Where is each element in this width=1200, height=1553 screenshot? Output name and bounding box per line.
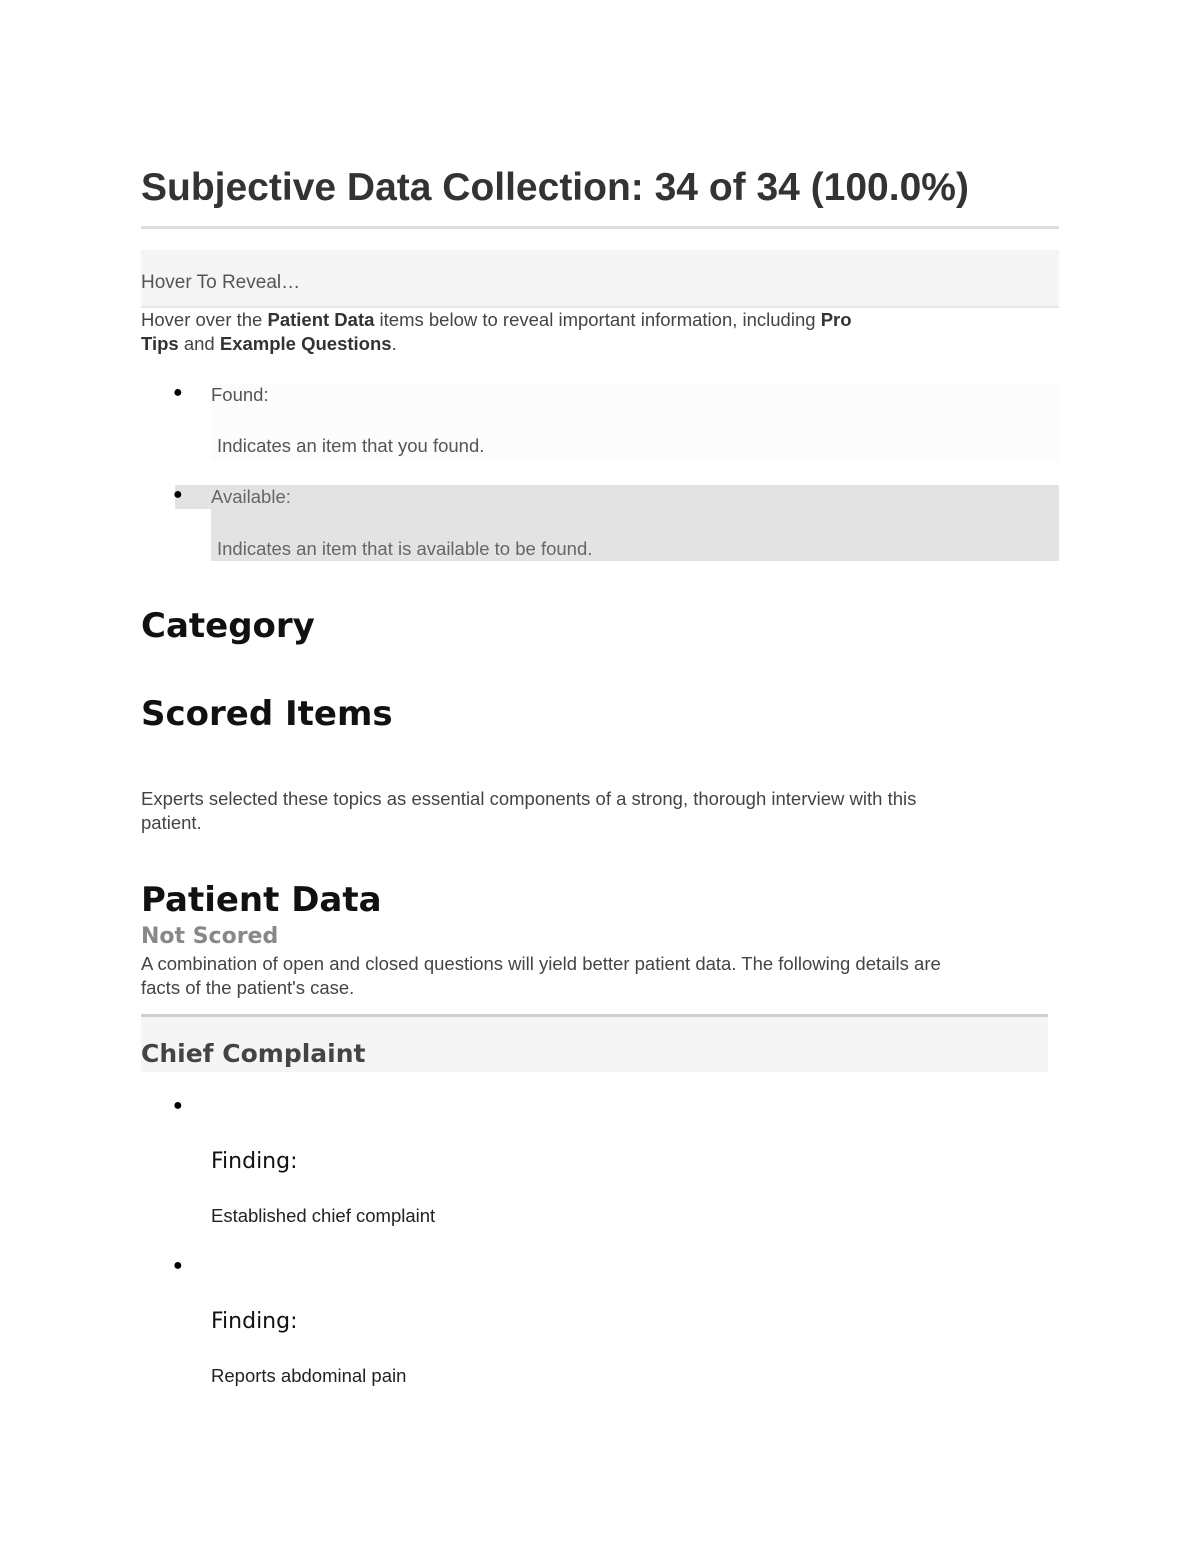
bold-text: Patient Data xyxy=(267,309,375,330)
finding-value[interactable]: Established chief complaint xyxy=(211,1205,436,1226)
hover-heading: Hover To Reveal… xyxy=(141,272,301,293)
bullet-icon: ● xyxy=(173,1257,183,1274)
text: and xyxy=(178,333,220,354)
text: Hover over the xyxy=(141,309,268,330)
finding-label: Finding: xyxy=(211,1149,298,1174)
text: . xyxy=(391,333,397,354)
legend-available-description: Indicates an item that is available to be found. xyxy=(217,538,593,559)
text: items below to reveal important information, including xyxy=(374,309,821,330)
bullet-icon: ● xyxy=(173,1097,183,1114)
bold-text: Pro xyxy=(820,309,852,330)
legend-available-label: Available: xyxy=(211,486,291,507)
patient-data-description-1: A combination of open and closed questions will yield better patient data. The following details are xyxy=(141,953,941,974)
patient-data-description-2: facts of the patient's case. xyxy=(141,977,355,998)
bold-text: Example Questions xyxy=(219,333,392,354)
not-scored-label: Not Scored xyxy=(141,924,279,949)
finding-value[interactable]: Reports abdominal pain xyxy=(211,1365,407,1386)
bullet-icon: ● xyxy=(173,384,183,401)
finding-label: Finding: xyxy=(211,1309,298,1334)
hover-intro-line-2 xyxy=(141,332,397,356)
bullet-icon: ● xyxy=(173,486,183,503)
category-heading: Category xyxy=(141,606,315,646)
page-title: Subjective Data Collection: 34 of 34 (100.0%) xyxy=(141,166,969,209)
bold-text: Tips xyxy=(141,333,179,354)
scored-items-heading: Scored Items xyxy=(141,694,393,734)
legend-found-label: Found: xyxy=(211,384,269,405)
hover-to-reveal-header[interactable] xyxy=(141,250,1059,308)
patient-data-heading: Patient Data xyxy=(141,880,382,920)
chief-complaint-heading: Chief Complaint xyxy=(141,1039,366,1068)
scored-items-description-2: patient. xyxy=(141,812,202,833)
chief-complaint-header xyxy=(141,1014,1048,1072)
hover-intro-line-1 xyxy=(141,308,852,332)
scored-items-description-1: Experts selected these topics as essential components of a strong, thorough interview with this xyxy=(141,788,917,809)
title-divider xyxy=(141,226,1059,229)
legend-found-description: Indicates an item that you found. xyxy=(217,435,485,456)
